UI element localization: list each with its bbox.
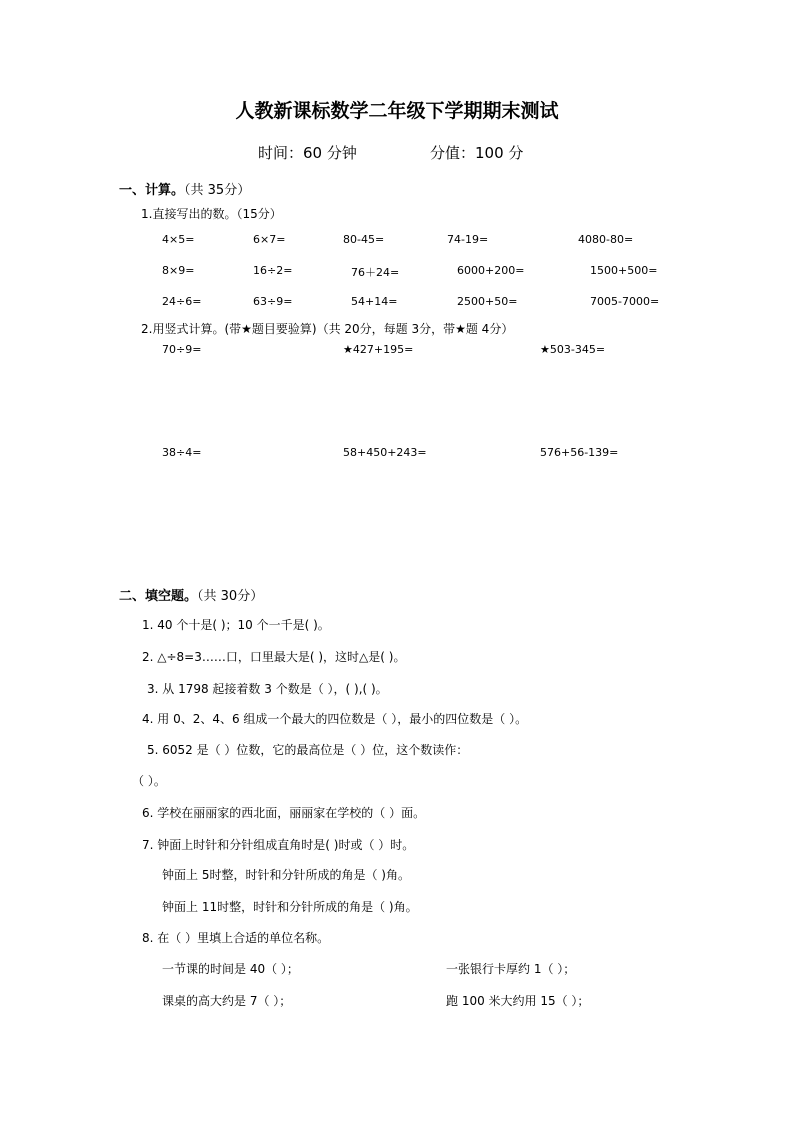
unit-item: 一张银行卡厚约 1（ ）；	[446, 962, 576, 976]
fill-item-1: 1. 40 个十是( )；10 个一千是( )。	[142, 618, 330, 632]
section-2-points: （共 30分）	[197, 589, 264, 604]
calc-item: 16÷2=	[253, 264, 293, 277]
unit-item: 课桌的高大约是 7（ ）；	[162, 994, 292, 1008]
calc-item: 4080-80=	[578, 233, 634, 246]
section-1-points: （共 35分）	[184, 183, 251, 198]
calc-item: 7005-7000=	[590, 295, 660, 308]
vertical-calc-item: 38÷4=	[162, 446, 202, 459]
calc-item: 6×7=	[253, 233, 286, 246]
fill-item-2: 2. △÷8=3……口，口里最大是( )，这时△是( )。	[142, 650, 406, 664]
exam-time: 时间：60 分钟	[258, 144, 357, 162]
fill-item-6: 6. 学校在丽丽家的西北面，丽丽家在学校的（ ）面。	[142, 806, 426, 820]
calc-item: 1500+500=	[590, 264, 658, 277]
question-2-title: 2.用竖式计算。(带★题目要验算)（共 20分，每题 3分，带★题 4分）	[141, 322, 514, 336]
calc-item: 8×9=	[162, 264, 195, 277]
page-title: 人教新课标数学二年级下学期期末测试	[235, 100, 559, 122]
unit-item: 跑 100 米大约用 15（ ）；	[446, 994, 590, 1008]
calc-item: 54+14=	[351, 295, 398, 308]
calc-item: 74-19=	[447, 233, 489, 246]
vertical-calc-item: ★427+195=	[343, 343, 414, 356]
calc-item: 24÷6=	[162, 295, 202, 308]
calc-item: 6000+200=	[457, 264, 525, 277]
section-1-header	[119, 179, 250, 198]
vertical-calc-item: 576+56-139=	[540, 446, 619, 459]
calc-item: 80-45=	[343, 233, 385, 246]
vertical-calc-item: 58+450+243=	[343, 446, 427, 459]
section-1-heading: 一、计算。	[119, 183, 185, 198]
vertical-calc-item: ★503-345=	[540, 343, 606, 356]
calc-item: 76＋24=	[351, 266, 400, 279]
fill-item-8: 8. 在（ ）里填上合适的单位名称。	[142, 931, 330, 945]
fill-item-4: 4. 用 0、2、4、6 组成一个最大的四位数是（ ），最小的四位数是（ ）。	[142, 712, 528, 726]
calc-item: 2500+50=	[457, 295, 518, 308]
unit-item: 一节课的时间是 40（ ）；	[162, 962, 299, 976]
fill-item-7b: 钟面上 11时整，时针和分针所成的角是（ )角。	[162, 900, 418, 914]
vertical-calc-item: 70÷9=	[162, 343, 202, 356]
fill-item-7a: 钟面上 5时整，时针和分针所成的角是（ )角。	[162, 868, 410, 882]
question-1-title: 1.直接写出的数。（15分）	[141, 207, 282, 221]
section-2-header	[119, 585, 263, 604]
section-2-heading: 二、填空题。	[119, 589, 198, 604]
fill-item-5: 5. 6052 是（ ）位数，它的最高位是（ ）位，这个数读作：	[147, 743, 469, 757]
calc-item: 4×5=	[162, 233, 195, 246]
calc-item: 63÷9=	[253, 295, 293, 308]
exam-score: 分值：100 分	[430, 144, 524, 162]
fill-item-7: 7. 钟面上时针和分针组成直角时是( )时或（ ）时。	[142, 838, 415, 852]
fill-item-5-answer: （ ）。	[132, 774, 166, 788]
fill-item-3: 3. 从 1798 起接着数 3 个数是（ ），( ),( )。	[147, 682, 388, 696]
